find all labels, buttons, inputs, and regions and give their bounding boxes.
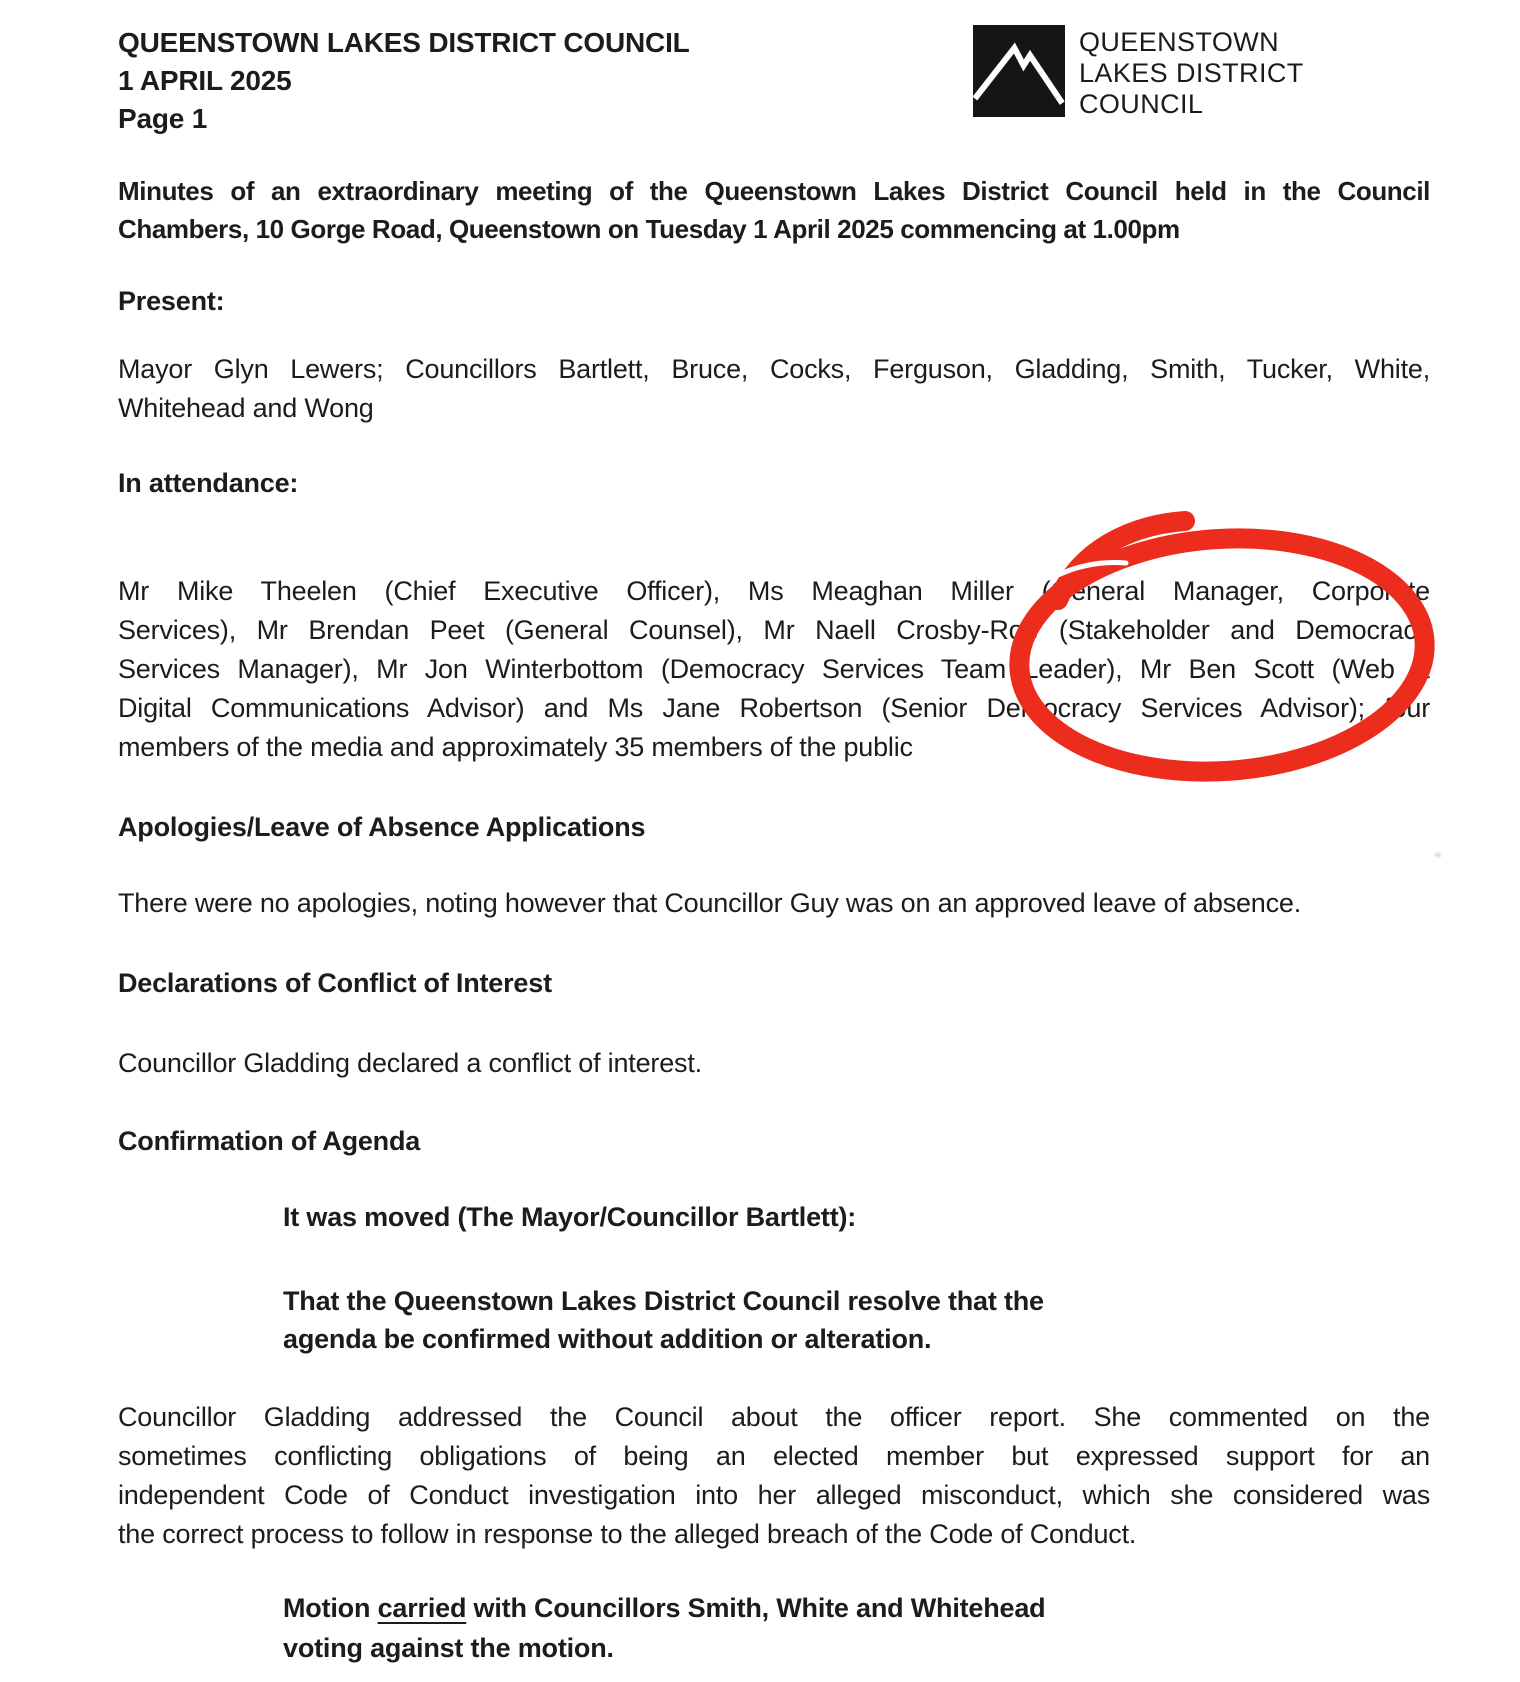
paragraph-line: Services Manager), Mr Jon Winterbottom (Democracy Services Team Leader), Mr Ben Scott (Web & bbox=[118, 654, 1430, 684]
present-paragraph bbox=[118, 350, 1430, 428]
paragraph-line: Councillor Gladding addressed the Council about the officer report. She commented on the bbox=[118, 1402, 1430, 1432]
heading-declarations: Declarations of Conflict of Interest bbox=[118, 968, 552, 998]
motion-result-pre: Motion bbox=[283, 1593, 378, 1623]
motion-line: agenda be confirmed without addition or alteration. bbox=[283, 1324, 932, 1354]
motion-moved-line: It was moved (The Mayor/Councillor Bartlett): bbox=[283, 1202, 857, 1232]
paragraph-line: Chambers, 10 Gorge Road, Queenstown on Tuesday 1 April 2025 commencing at 1.00pm bbox=[118, 214, 1180, 244]
scan-speck bbox=[1433, 851, 1443, 859]
motion-result-line: voting against the motion. bbox=[283, 1633, 614, 1663]
paragraph-line: Minutes of an extraordinary meeting of the Queenstown Lakes District Council held in the Council bbox=[118, 176, 1430, 206]
paragraph-line: sometimes conflicting obligations of being an elected member but expressed support for an bbox=[118, 1441, 1430, 1471]
paragraph-line: Mayor Glyn Lewers; Councillors Bartlett, Bruce, Cocks, Ferguson, Gladding, Smith, Tucker, White, bbox=[118, 354, 1430, 384]
heading-in-attendance: In attendance: bbox=[118, 468, 299, 498]
logo-text-line: COUNCIL bbox=[1079, 89, 1204, 119]
heading-apologies: Apologies/Leave of Absence Applications bbox=[118, 812, 646, 842]
motion-result-post: with Councillors Smith, White and Whitehead bbox=[466, 1593, 1046, 1623]
motion-text bbox=[118, 1282, 1430, 1358]
logo-text-line: QUEENSTOWN bbox=[1079, 27, 1280, 57]
paragraph-line: members of the media and approximately 35 members of the public bbox=[118, 732, 913, 762]
motion-result-carried: carried bbox=[377, 1593, 467, 1623]
heading-confirmation-of-agenda: Confirmation of Agenda bbox=[118, 1126, 421, 1156]
paragraph-line: Whitehead and Wong bbox=[118, 393, 374, 423]
motion-line: That the Queenstown Lakes District Council resolve that the bbox=[283, 1286, 1044, 1316]
attendance-paragraph bbox=[118, 572, 1430, 767]
discussion-paragraph bbox=[118, 1398, 1430, 1554]
apologies-paragraph: There were no apologies, noting however that Councillor Guy was on an approved leave of absence. bbox=[118, 888, 1302, 918]
paragraph-line: independent Code of Conduct investigation into her alleged misconduct, which she considered was bbox=[118, 1480, 1430, 1510]
declarations-paragraph: Councillor Gladding declared a conflict of interest. bbox=[118, 1048, 702, 1078]
paragraph-line: the correct process to follow in response to the alleged breach of the Code of Conduct. bbox=[118, 1519, 1137, 1549]
paragraph-line: Services), Mr Brendan Peet (General Counsel), Mr Naell Crosby-Roe (Stakeholder and Democracy bbox=[118, 615, 1430, 645]
paragraph-line: Mr Mike Theelen (Chief Executive Officer), Ms Meaghan Miller (General Manager, Corporate bbox=[118, 576, 1430, 606]
header-council-name: QUEENSTOWN LAKES DISTRICT COUNCIL bbox=[118, 27, 690, 58]
motion-result-line bbox=[283, 1588, 1430, 1628]
header-page-number: Page 1 bbox=[118, 103, 208, 134]
meeting-intro-paragraph bbox=[118, 172, 1430, 248]
motion-result bbox=[118, 1588, 1430, 1668]
logo-text-line: LAKES DISTRICT bbox=[1079, 58, 1304, 88]
paragraph-line: Digital Communications Advisor) and Ms Jane Robertson (Senior Democracy Services Advisor); four bbox=[118, 693, 1430, 723]
page-header bbox=[118, 24, 1430, 138]
heading-present: Present: bbox=[118, 286, 225, 316]
header-meeting-date: 1 APRIL 2025 bbox=[118, 65, 292, 96]
